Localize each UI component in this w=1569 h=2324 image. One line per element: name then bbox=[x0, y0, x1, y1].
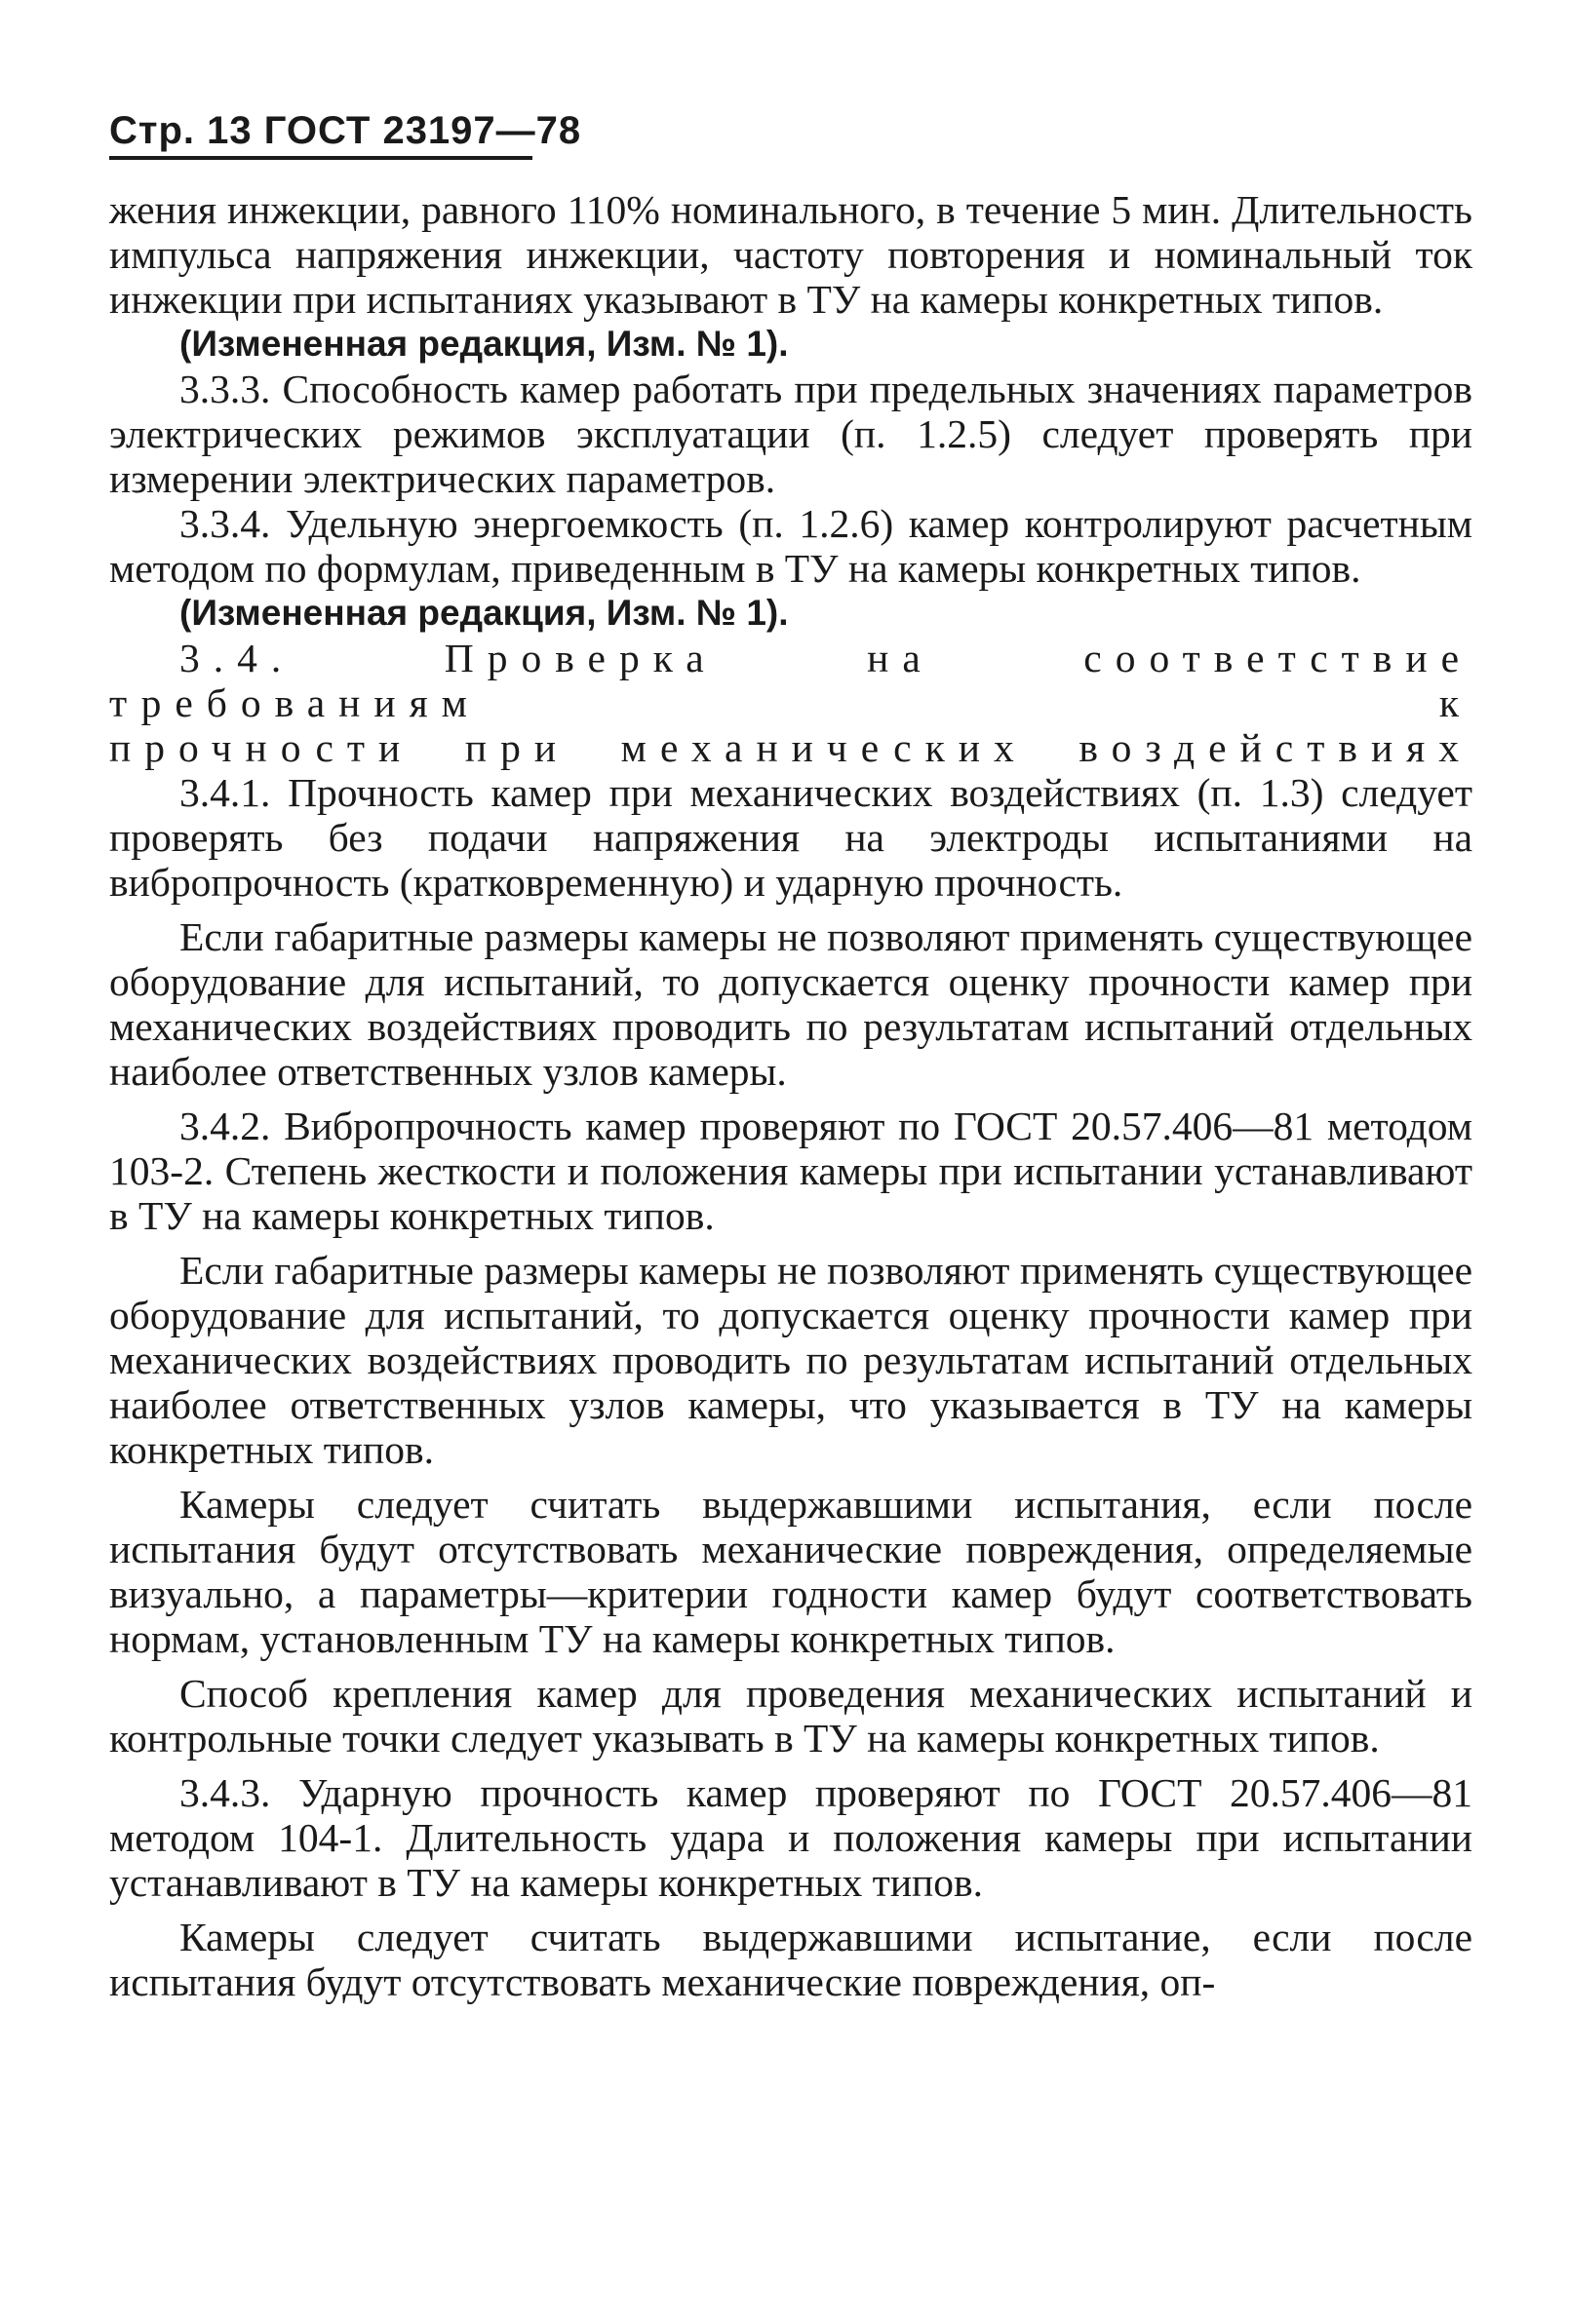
amendment-note: (Измененная редакция, Изм. № 1). bbox=[179, 593, 789, 633]
page-header: Стр. 13 ГОСТ 23197—78 bbox=[109, 109, 582, 152]
paragraph: Способ крепления камер для проведения механических испытаний и контрольные точки следует указывать в ТУ на камеры конкретных типов. bbox=[109, 1671, 1472, 1761]
clause-3-3-3: 3.3.3. Способность камер работать при предельных значениях параметров электрических режимов эксплуатации (п. 1.2.5) следует проверять при измерении электрических параметров. bbox=[109, 367, 1472, 501]
paragraph-continuation: жения инжекции, равного 110% номинального, в течение 5 мин. Длительность импульса напряжения инжекции, частоту повторения и номинальный ток инжекции при испытаниях указывают в ТУ на камеры конкретных типов. bbox=[109, 187, 1472, 322]
paragraph: Если габаритные размеры камеры не позволяют применять существующее оборудование для испытаний, то допускается оценку прочности камер при механических воздействиях проводить по результатам испытаний отдельных наиболее ответственных узлов камеры, что указывается в ТУ на камеры конкретных типов. bbox=[109, 1248, 1472, 1472]
section-heading-3-4-line2: прочности при механических воздействиях bbox=[109, 725, 1472, 770]
clause-3-4-1: 3.4.1. Прочность камер при механических воздействиях (п. 1.3) следует проверять без подачи напряжения на электроды испытаниями на вибропрочность (кратковременную) и ударную прочность. bbox=[109, 770, 1472, 905]
paragraph: Камеры следует считать выдержавшими испытание, если после испытания будут отсутствовать механические повреждения, оп- bbox=[109, 1915, 1472, 2004]
header-rule bbox=[109, 156, 532, 160]
paragraph: Если габаритные размеры камеры не позволяют применять существующее оборудование для испытаний, то допускается оценку прочности камер при механических воздействиях проводить по результатам испытаний отдельных наиболее ответственных узлов камеры. bbox=[109, 914, 1472, 1094]
clause-3-3-4: 3.3.4. Удельную энергоемкость (п. 1.2.6) камер контролируют расчетным методом по формулам, приведенным в ТУ на камеры конкретных типов. bbox=[109, 501, 1472, 591]
section-heading-3-4-line1: 3.4. Проверка на соответствие требованиям к bbox=[109, 636, 1472, 725]
clause-3-4-3: 3.4.3. Ударную прочность камер проверяют по ГОСТ 20.57.406—81 методом 104-1. Длительность удара и положения камеры при испытании устанавливают в ТУ на камеры конкретных типов. bbox=[109, 1770, 1472, 1905]
amendment-note: (Измененная редакция, Изм. № 1). bbox=[179, 324, 789, 364]
paragraph: Камеры следует считать выдержавшими испытания, если после испытания будут отсутствовать механические повреждения, определяемые визуально, а параметры—критерии годности камер будут соответствовать нормам, установленным ТУ на камеры конкретных типов. bbox=[109, 1482, 1472, 1661]
clause-3-4-2: 3.4.2. Вибропрочность камер проверяют по ГОСТ 20.57.406—81 методом 103-2. Степень жесткости и положения камеры при испытании устанавливают в ТУ на камеры конкретных типов. bbox=[109, 1104, 1472, 1238]
document-body bbox=[109, 187, 1472, 2004]
